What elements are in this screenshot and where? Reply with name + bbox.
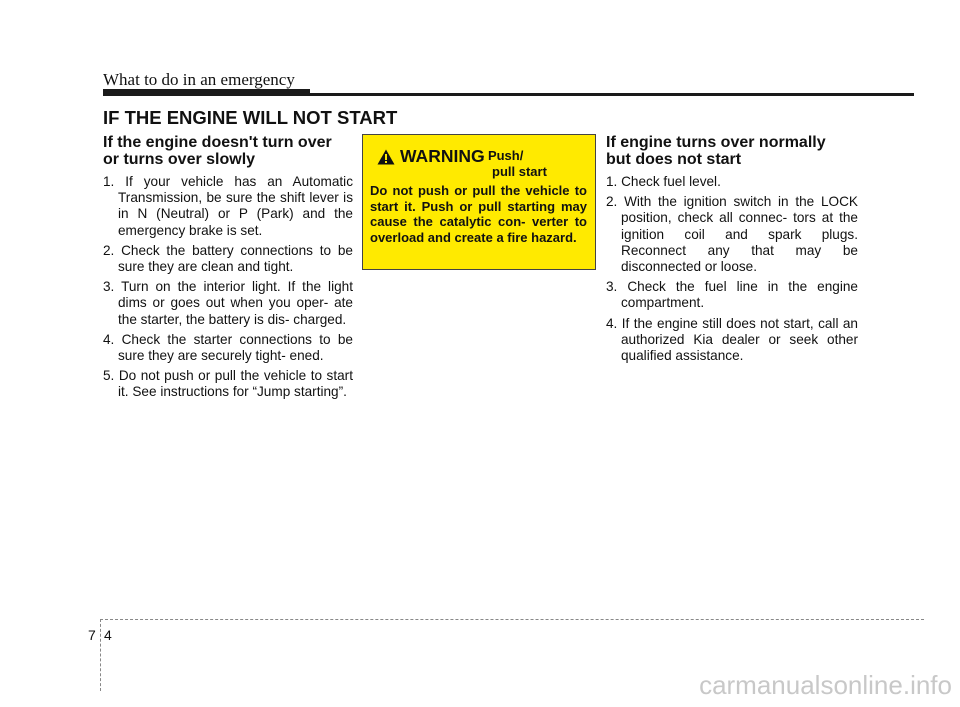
right-subheading: [606, 134, 858, 168]
left-subheading-line2: or turns over slowly: [103, 151, 256, 168]
watermark: carmanualsonline.info: [699, 670, 952, 700]
header-rule-thin: [310, 93, 914, 96]
warning-title: WARNING: [400, 146, 485, 166]
warning-body: Do not push or pull the vehicle to start it. Push or pull starting may cause the catalytic con- verter to overload and create a fire hazard.: [370, 183, 587, 245]
left-subheading-line1: If the engine doesn't turn over: [103, 134, 332, 151]
section-number: 7: [88, 627, 96, 643]
list-item: 2. With the ignition switch in the LOCK position, check all connec- tors at the ignition coil and spark plugs. Reconnect any that may be disconnected or loose.: [606, 194, 858, 275]
warning-subtitle-line1: - Push/: [480, 148, 524, 163]
list-item: 2. Check the battery connections to be sure they are clean and tight.: [103, 242, 353, 275]
section-heading: IF THE ENGINE WILL NOT START: [103, 107, 398, 128]
left-column: [103, 134, 353, 405]
list-item: 1. Check fuel level.: [606, 174, 721, 189]
page-number: 4: [104, 627, 112, 643]
right-column: [606, 134, 858, 368]
warning-triangle-icon: [377, 149, 395, 165]
header-rule-thick: [103, 89, 310, 96]
list-item: 5. Do not push or pull the vehicle to start it. See instructions for “Jump starting”.: [103, 368, 353, 400]
footer-divider: [100, 619, 924, 620]
right-steps-list: [606, 174, 858, 364]
list-item: 3. Check the fuel line in the engine compartment.: [606, 279, 858, 311]
warning-box: [362, 134, 596, 270]
warning-subtitle-line2: pull start: [492, 164, 547, 179]
warning-header: [370, 143, 587, 181]
right-subheading-line2: but does not start: [606, 151, 742, 168]
list-item: 4. Check the starter connections to be sure they are securely tight- ened.: [103, 331, 353, 364]
right-subheading-line1: If engine turns over normally: [606, 134, 826, 151]
list-item: 4. If the engine still does not start, call an authorized Kia dealer or seek other qualified assistance.: [606, 315, 858, 364]
warning-subtitle: [480, 148, 547, 180]
list-item: 3. Turn on the interior light. If the light dims or goes out when you oper- ate the starter, the battery is dis- charged.: [103, 279, 353, 327]
footer-vertical-divider: [100, 619, 101, 691]
chapter-title: What to do in an emergency: [103, 70, 295, 89]
list-item: 1. If your vehicle has an Automatic Transmission, be sure the shift lever is in N (Neutral) or P (Park) and the emergency brake is set.: [103, 174, 353, 238]
left-subheading: [103, 134, 353, 168]
left-steps-list: [103, 174, 353, 401]
